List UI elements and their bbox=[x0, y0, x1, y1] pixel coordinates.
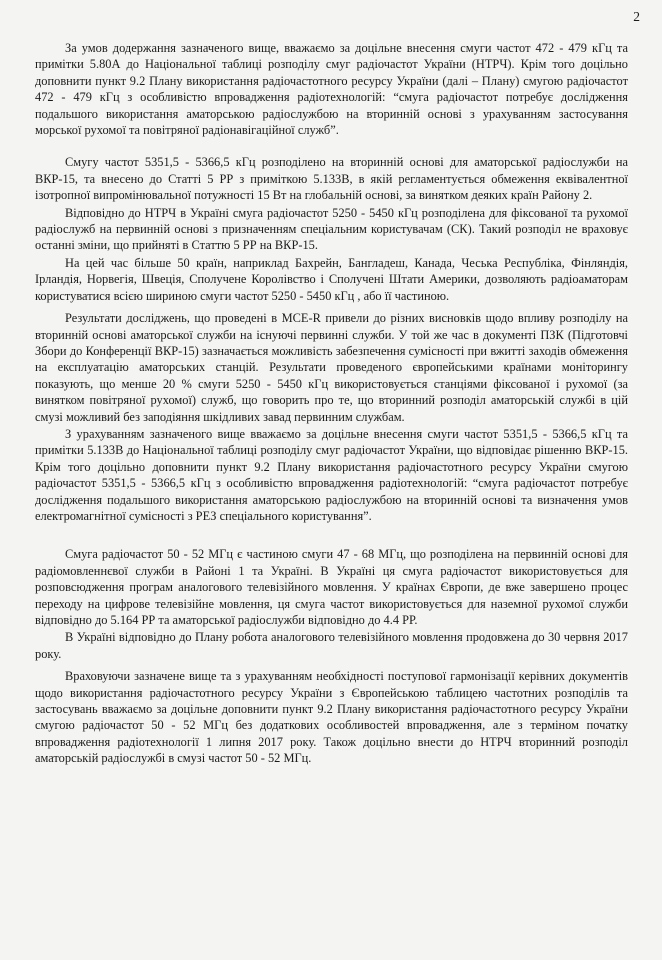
paragraph: Враховуючи зазначене вище та з урахуванням необхідності поступової гармонізації керівних документів щодо використання радіочастотного ресурсу України з Європейською таблицею частотних розподілів та застосувань вважаємо за доцільне доповнити пункт 9.2 Плану використання радіочастотного ресурсу України смугою радіочастот 50 - 52 МГц без додаткових особливостей впровадження, але з терміном початку впровадження радіотехнології 1 липня 2017 року. Також доцільно внести до НТРЧ вторинний розподіл аматорській радіослужбі в смузі частот 50 - 52 МГц. bbox=[35, 669, 628, 766]
paragraph: З урахуванням зазначеного вище вважаємо за доцільне внесення смуги частот 5351,5 - 5366,5 кГц та примітки 5.133В до Національної таблиці розподілу смуг радіочастот України, що відповідає рішенню ВКР-15. Крім того доцільно доповнити пункт 9.2 Плану використання радіочастотного ресурсу України смугою радіочастот 5351,5 - 5366,5 кГц з особливістю впровадження радіотехнологій: “смуга радіочастот потребує дослідження подальшого використання аматорською радіослужбою на вторинній основі та визначення умов електромагнітної сумісності з РЕЗ спеціального користування”. bbox=[35, 426, 628, 523]
paragraph: На цей час більше 50 країн, наприклад Бахрейн, Бангладеш, Канада, Чеська Республіка, Фінляндія, Ірландія, Норвегія, Швеція, Сполучене Королівство і Сполучені Штати Америки, дозволяють радіоаматорам користуватися всією шириною смуги частот 5250 - 5450 кГц , або її частиною. bbox=[35, 255, 628, 303]
paragraph: Смуга радіочастот 50 - 52 МГц є частиною смуги 47 - 68 МГц, що розподілена на первинній основі для радіомовленнєвої служби в Районі 1 та Україні. В Україні ця смуга радіочастот використовується для розповсюдження програм аналогового телевізійного мовлення. У країнах Європи, де вже завершено процес переходу на цифрове телевізійне мовлення, ця смуга частот використовується для наземної рухомої служби відповідно до 5.164 РР та аматорської радіослужби відповідно до 4.4 РР. bbox=[35, 547, 628, 627]
paragraph: В Україні відповідно до Плану робота аналогового телевізійного мовлення продовжена до 30 червня 2017 року. bbox=[35, 630, 628, 661]
paragraph: Результати досліджень, що проведені в МСЕ-R привели до різних висновків щодо впливу розподілу на вторинній основі аматорської служби на існуючі первинні служби. У той же час в документі ПЗК (Підготовчі Збори до Конференції ВКР-15) зазначається можливість забезпечення сумісності при вжитті заходів обмеження на експлуатацію аматорських станцій. Результати проведеного європейськими країнами моніторингу показують, що менше 20 % смуги 5250 - 5450 кГц використовується станціями фіксованої і рухомої (за винятком повітряної рухомої) служб, що говорить про те, що вторинний розподіл аматорській службі в цій смузі можливий без заподіяння шкідливих завад первинним службам. bbox=[35, 311, 628, 424]
paragraph: За умов додержання зазначеного вище, вважаємо за доцільне внесення смуги частот 472 - 479 кГц та примітки 5.80А до Національної таблиці розподілу смуг радіочастот України (НТРЧ). Крім того доцільно доповнити пункт 9.2 Плану використання радіочастотного ресурсу України (далі – Плану) смугою радіочастот 472 - 479 кГц з особливістю впровадження радіотехнологій: “смуга радіочастот потребує дослідження подальшого використання аматорською радіослужбою на вторинній основі з урахуванням застосування морської рухомої та повітряної радіонавігаційної служб”. bbox=[35, 41, 628, 138]
page-number: 2 bbox=[633, 9, 640, 24]
paragraph: Відповідно до НТРЧ в Україні смуга радіочастот 5250 - 5450 кГц розподілена для фіксованої та рухомої радіослужб на первинній основі з призначенням спеціальним користувачам (СК). Такий розподіл не враховує останні зміни, що прийняті в Статтю 5 РР на ВКР-15. bbox=[35, 205, 628, 253]
paragraph: Смугу частот 5351,5 - 5366,5 кГц розподілено на вторинній основі для аматорської радіослужби на ВКР-15, та внесено до Статті 5 РР з приміткою 5.133В, в якій регламентується обмеження еквівалентної ізотропної випромінювальної потужності 15 Вт на глобальній основі, за винятком деяких країн Району 2. bbox=[35, 155, 628, 203]
